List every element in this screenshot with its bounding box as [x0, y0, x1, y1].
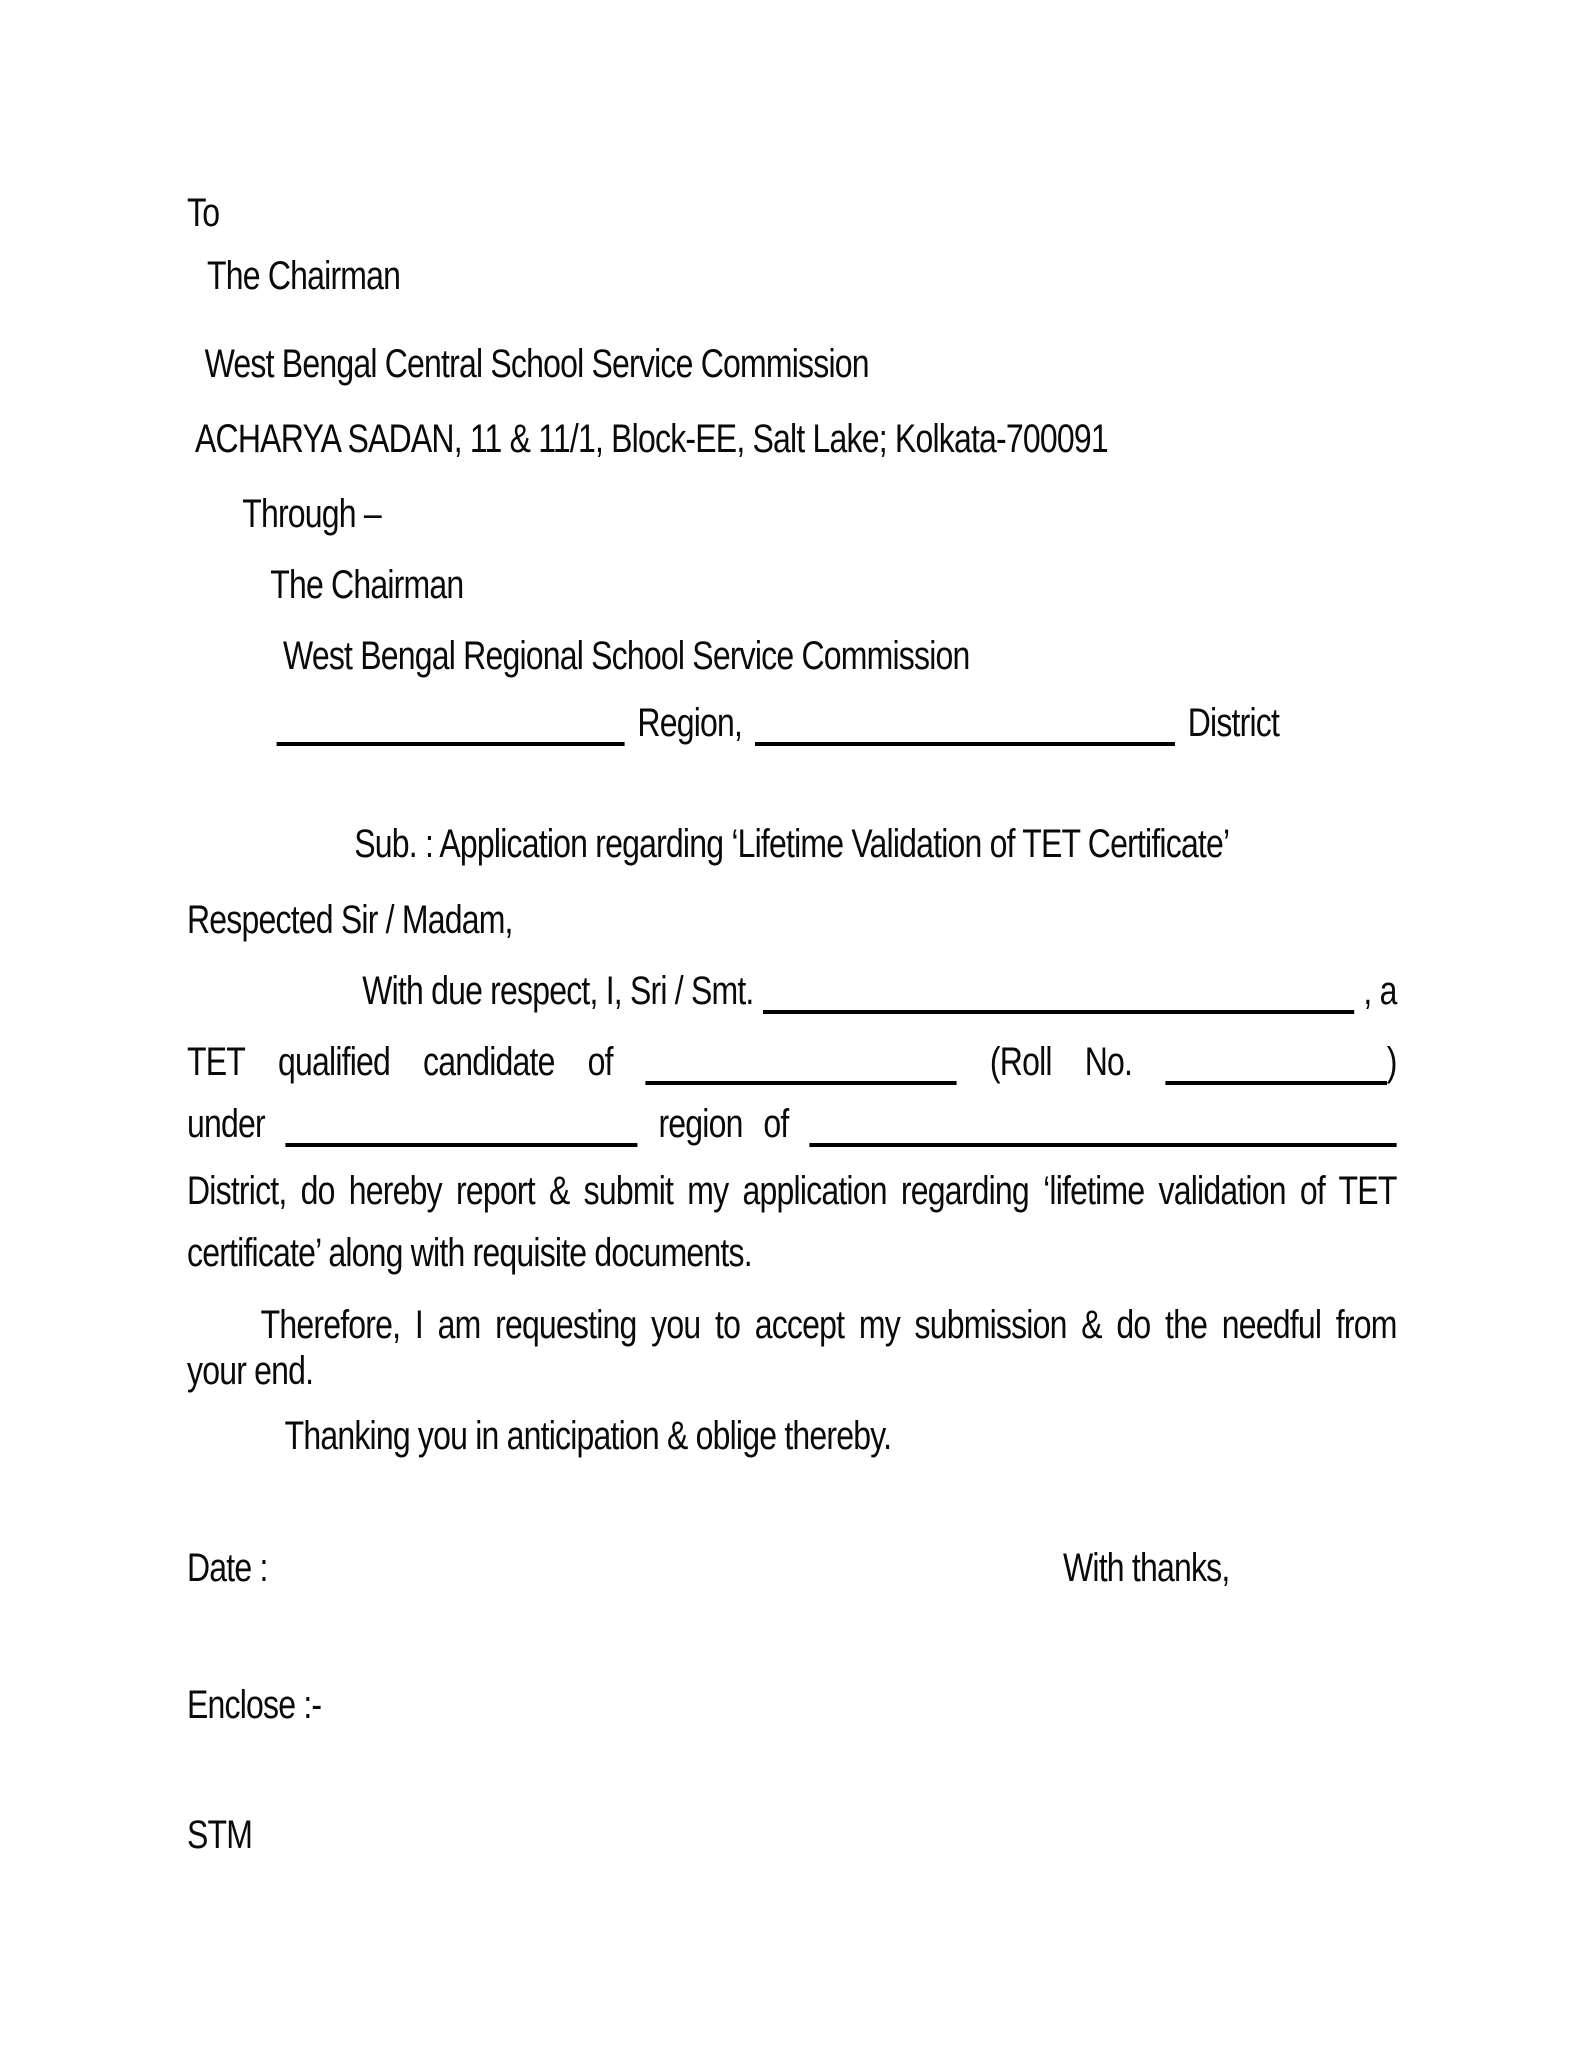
to-line: To: [187, 191, 220, 235]
body-line-opening: [362, 968, 1396, 1014]
body-line-certificate: certificate’ along with requisite documents.: [187, 1231, 752, 1275]
date-label: Date :: [187, 1546, 268, 1590]
word-under: under: [187, 1102, 265, 1146]
word-of2: of: [763, 1102, 789, 1146]
addressee-address: ACHARYA SADAN, 11 & 11/1, Block-EE, Salt Lake; Kolkata-700091: [195, 417, 1108, 461]
para2-line1: Therefore, I am requesting you to accept my submission & do the needful from: [260, 1303, 1397, 1347]
with-thanks-label: With thanks,: [1063, 1546, 1230, 1590]
para3-thanking: Thanking you in anticipation & oblige thereby.: [284, 1414, 892, 1458]
word-candidate: candidate: [423, 1040, 555, 1084]
region-blank-field: [277, 702, 625, 746]
date-thanks-row: [187, 1545, 1397, 1591]
word-region: region: [658, 1102, 743, 1146]
subject-line: Sub. : Application regarding ‘Lifetime Validation of TET Certificate’: [354, 822, 1230, 866]
region-district-line: [277, 700, 1397, 746]
word-roll-close: ): [1386, 1040, 1397, 1084]
addressee-organization: West Bengal Central School Service Commission: [204, 342, 869, 386]
through-title: The Chairman: [270, 563, 464, 607]
body-line-district: District, do hereby report & submit my application regarding ‘lifetime validation of TET: [187, 1169, 1397, 1213]
salutation: Respected Sir / Madam,: [187, 898, 513, 942]
opening-prefix: With due respect, I, Sri / Smt.: [362, 969, 754, 1013]
roll-number-blank-field: [1165, 1041, 1387, 1085]
candidate-of-blank-field: [646, 1041, 957, 1085]
region-label: Region,: [637, 701, 743, 745]
through-label: Through –: [242, 492, 381, 536]
body-line-roll: [187, 1039, 1397, 1085]
word-roll-open: (Roll: [989, 1040, 1052, 1084]
letter-content: [187, 0, 1397, 1858]
through-organization: West Bengal Regional School Service Commission: [283, 634, 970, 678]
word-roll-no: No.: [1084, 1040, 1133, 1084]
district-label: District: [1187, 701, 1280, 745]
opening-suffix: , a: [1363, 969, 1397, 1013]
under-region-blank-field: [286, 1103, 638, 1147]
word-tet: TET: [187, 1040, 246, 1084]
name-blank-field: [763, 970, 1354, 1014]
district-of-blank-field: [809, 1103, 1396, 1147]
word-of: of: [587, 1040, 613, 1084]
word-qualified: qualified: [278, 1040, 391, 1084]
enclose-label: Enclose :-: [187, 1683, 322, 1727]
stm-label: STM: [187, 1813, 253, 1857]
body-line-region: [187, 1101, 1397, 1147]
addressee-title: The Chairman: [207, 254, 401, 298]
district-blank-field: [755, 702, 1175, 746]
para2-line2: your end.: [187, 1349, 314, 1393]
